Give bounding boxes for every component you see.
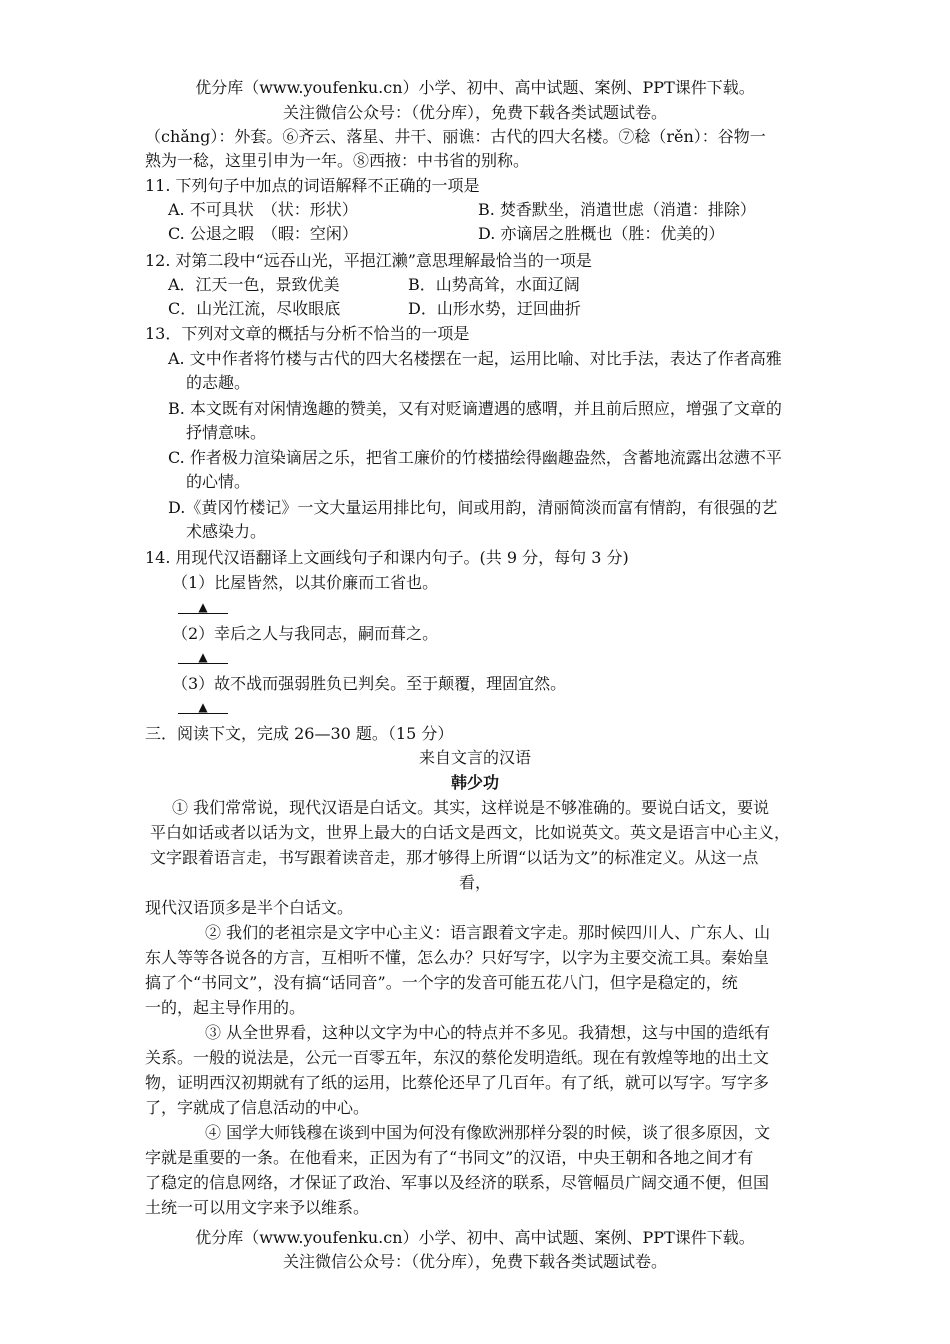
notes-line-2: 熟为一稔，这里引申为一年。⑧西掖：中书省的别称。 bbox=[145, 151, 530, 170]
answer-blank-1[interactable] bbox=[178, 601, 228, 614]
p1-line-2: 平白如话或者以话为文，世界上最大的白话文是西文，比如说英文。英文是语言中心主义， bbox=[150, 823, 791, 842]
q12-stem: 12. 对第二段中“远吞山光，平挹江濑”意思理解最恰当的一项是 bbox=[145, 251, 592, 270]
p3-line-2: 关系。一般的说法是，公元一百零五年，东汉的蔡伦发明造纸。现在有敦煌等地的出土文 bbox=[145, 1048, 770, 1067]
q12-option-b: B．山势高耸，水面辽阔 bbox=[408, 275, 580, 294]
p2-line-2: 东人等等各说各的方言，互相听不懂，怎么办？只好写字，以字为主要交流工具。秦始皇 bbox=[145, 948, 770, 967]
p4-line-4: 土统一可以用文字来予以维系。 bbox=[145, 1198, 370, 1217]
q12-option-c: C．山光江流，尽收眼底 bbox=[168, 299, 341, 318]
q14-sentence-3: （3）故不战而强弱胜负已判矣。至于颠覆，理固宜然。 bbox=[172, 674, 567, 693]
section-3-intro: 三．阅读下文，完成 26—30 题。（15 分） bbox=[145, 724, 454, 743]
q11-option-a: A. 不可具状 （状：形状） bbox=[168, 200, 358, 219]
q14-stem: 14. 用现代汉语翻译上文画线句子和课内句子。(共 9 分，每句 3 分) bbox=[145, 548, 629, 567]
p4-line-1: ④ 国学大师钱穆在谈到中国为何没有像欧洲那样分裂的时候，谈了很多原因，文 bbox=[205, 1123, 771, 1142]
q13-option-d-line-1: D.《黄冈竹楼记》一文大量运用排比句，间或用韵，清丽简淡而富有情韵，有很强的艺 bbox=[168, 498, 778, 517]
answer-marker-icon: ▲ bbox=[198, 650, 208, 664]
q14-sentence-1: （1）比屋皆然，以其价廉而工省也。 bbox=[172, 573, 439, 592]
answer-marker-icon: ▲ bbox=[198, 700, 208, 714]
footer-line-2: 关注微信公众号：（优分库），免费下载各类试题试卷。 bbox=[282, 1252, 667, 1271]
p1-line-3: 文字跟着语言走，书写跟着读音走，那才够得上所谓“以话为文”的标准定义。从这一点 bbox=[150, 848, 759, 867]
q13-option-c-line-1: C. 作者极力渲染谪居之乐，把省工廉价的竹楼描绘得幽趣盎然，含蓄地流露出忿懑不平 bbox=[168, 448, 782, 467]
q13-stem: 13．下列对文章的概括与分析不恰当的一项是 bbox=[145, 324, 470, 343]
p2-line-3: 搞了个“书同文”，没有搞“话同音”。一个字的发音可能五花八门，但字是稳定的，统 bbox=[145, 973, 738, 992]
p2-line-4: 一的，起主导作用的。 bbox=[145, 998, 306, 1017]
q11-option-d: D. 亦谪居之胜概也（胜：优美的） bbox=[478, 224, 725, 243]
p1-line-4: 看， bbox=[458, 873, 491, 892]
answer-blank-3[interactable] bbox=[178, 701, 228, 714]
notes-line-1: （chǎng）：外套。⑥齐云、落星、井干、丽谯：古代的四大名楼。⑦稔（rěn）：谷物一 bbox=[145, 127, 766, 146]
p3-line-3: 物，证明西汉初期就有了纸的运用，比蔡伦还早了几百年。有了纸，就可以写字。写字多 bbox=[145, 1073, 770, 1092]
p3-line-1: ③ 从全世界看，这种以文字为中心的特点并不多见。我猜想，这与中国的造纸有 bbox=[205, 1023, 771, 1042]
p4-line-3: 了稳定的信息网络，才保证了政治、军事以及经济的联系，尽管幅员广阔交通不便，但国 bbox=[145, 1173, 770, 1192]
header-line-2: 关注微信公众号：（优分库），免费下载各类试题试卷。 bbox=[282, 103, 667, 122]
p3-line-4: 了，字就成了信息活动的中心。 bbox=[145, 1098, 370, 1117]
footer-line-1: 优分库（www.youfenku.cn）小学、初中、高中试题、案例、PPT课件下载。 bbox=[195, 1228, 755, 1247]
p2-line-1: ② 我们的老祖宗是文字中心主义：语言跟着文字走。那时候四川人、广东人、山 bbox=[205, 923, 771, 942]
q11-option-b: B. 焚香默坐，消遣世虑（消遣：排除） bbox=[478, 200, 756, 219]
p1-line-1: ① 我们常常说，现代汉语是白话文。其实，这样说是不够准确的。要说白话文，要说 bbox=[172, 798, 770, 817]
q13-option-d-line-2: 术感染力。 bbox=[186, 522, 267, 541]
q11-stem: 11. 下列句子中加点的词语解释不正确的一项是 bbox=[145, 176, 480, 195]
q14-sentence-2: （2）幸后之人与我同志，嗣而葺之。 bbox=[172, 624, 439, 643]
q11-option-c: C. 公退之暇 （暇：空闲） bbox=[168, 224, 358, 243]
q12-option-d: D．山形水势，迂回曲折 bbox=[408, 299, 581, 318]
q12-option-a: A．江天一色，景致优美 bbox=[168, 275, 340, 294]
q13-option-b-line-2: 抒情意味。 bbox=[186, 423, 267, 442]
q13-option-a-line-2: 的志趣。 bbox=[186, 373, 251, 392]
q13-option-b-line-1: B. 本文既有对闲情逸趣的赞美，又有对贬谪遭遇的感喟，并且前后照应，增强了文章的 bbox=[168, 399, 782, 418]
article-author: 韩少功 bbox=[450, 773, 499, 792]
answer-blank-2[interactable] bbox=[178, 651, 228, 664]
answer-marker-icon: ▲ bbox=[198, 600, 208, 614]
p4-line-2: 字就是重要的一条。在他看来，正因为有了“书同文”的汉语，中央王朝和各地之间才有 bbox=[145, 1148, 754, 1167]
q13-option-c-line-2: 的心情。 bbox=[186, 472, 251, 491]
header-line-1: 优分库（www.youfenku.cn）小学、初中、高中试题、案例、PPT课件下载。 bbox=[195, 78, 755, 97]
p1-line-5: 现代汉语顶多是半个白话文。 bbox=[145, 898, 354, 917]
article-title: 来自文言的汉语 bbox=[418, 748, 531, 767]
q13-option-a-line-1: A. 文中作者将竹楼与古代的四大名楼摆在一起，运用比喻、对比手法，表达了作者高雅 bbox=[168, 349, 782, 368]
